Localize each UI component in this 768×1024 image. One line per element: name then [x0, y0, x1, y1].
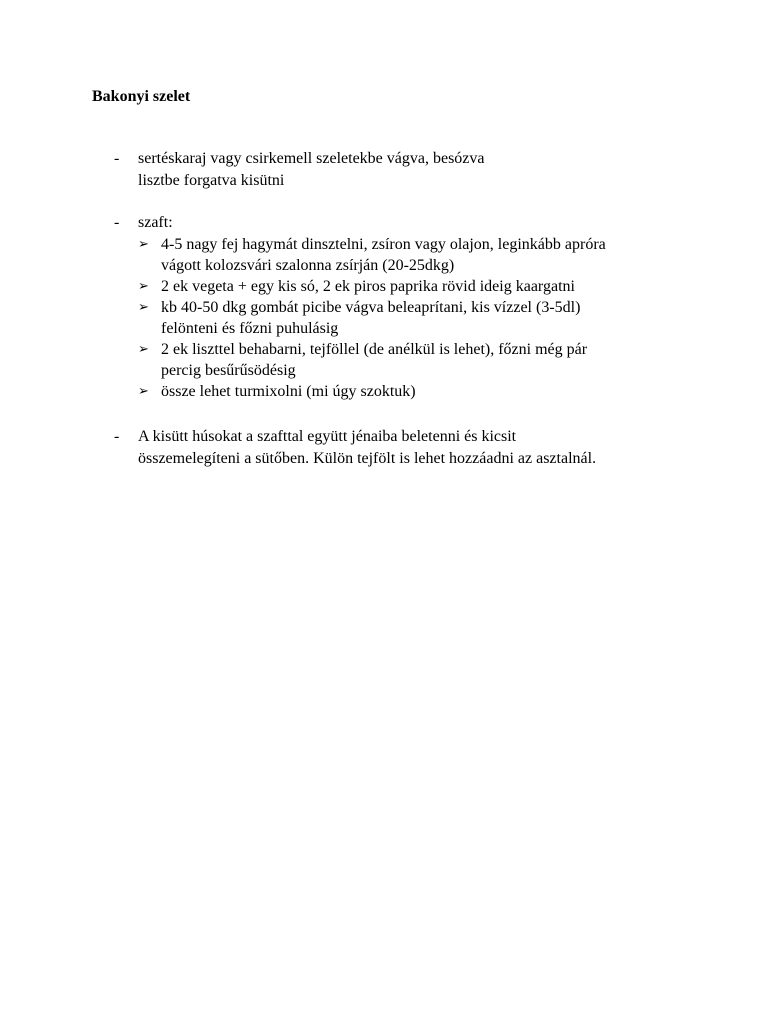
sub-item-text [161, 339, 768, 381]
text-line: összemelegíteni a sütőben. Külön tejfölt is lehet hozzáadni az asztalnál. [138, 450, 597, 467]
text-line: lisztbe forgatva kisütni [138, 172, 285, 189]
text-line: percig besűrűsödésig [161, 362, 296, 379]
sauce-sub-list [0, 234, 768, 402]
sub-item-text [161, 381, 768, 402]
sub-item-text [161, 234, 768, 276]
step-text [138, 426, 698, 470]
sub-list-item [0, 339, 768, 381]
arrow-bullet-icon: ➢ [138, 342, 149, 357]
text-line: A kisütt húsokat a szafttal együtt jénaiba beletenni és kicsit [138, 428, 517, 445]
text-line: össze lehet turmixolni (mi úgy szoktuk) [161, 383, 416, 400]
arrow-bullet-icon: ➢ [138, 237, 149, 252]
text-line: kb 40-50 dkg gombát picibe vágva beleaprítani, kis vízzel (3-5dl) [161, 299, 581, 316]
text-line: 4-5 nagy fej hagymát dinsztelni, zsíron vagy olajon, leginkább apróra [161, 236, 606, 253]
dash-marker: - [114, 150, 120, 167]
text-line: 2 ek liszttel behabarni, tejföllel (de anélkül is lehet), főzni még pár [161, 341, 588, 358]
dash-marker: - [114, 428, 120, 445]
sub-item-text [161, 297, 768, 339]
arrow-bullet-icon: ➢ [138, 300, 149, 315]
arrow-bullet-icon: ➢ [138, 279, 149, 294]
document-title: Bakonyi szelet [92, 88, 191, 105]
text-line: vágott kolozsvári szalonna zsírján (20-25dkg) [161, 257, 455, 274]
sub-list-item [0, 381, 768, 402]
sub-item-text [161, 276, 768, 297]
sub-list-item [0, 297, 768, 339]
text-line: sertéskaraj vagy csirkemell szeletekbe vágva, besózva [138, 150, 485, 167]
text-line: 2 ek vegeta + egy kis só, 2 ek piros paprika rövid ideig kaargatni [161, 278, 575, 295]
text-line: felönteni és főzni puhulásig [161, 320, 339, 337]
dash-marker: - [114, 214, 120, 231]
step-text [138, 148, 698, 192]
sub-list-item [0, 276, 768, 297]
text-line: szaft: [138, 214, 173, 231]
arrow-bullet-icon: ➢ [138, 384, 149, 399]
sub-list-item [0, 234, 768, 276]
step-text [138, 212, 698, 234]
